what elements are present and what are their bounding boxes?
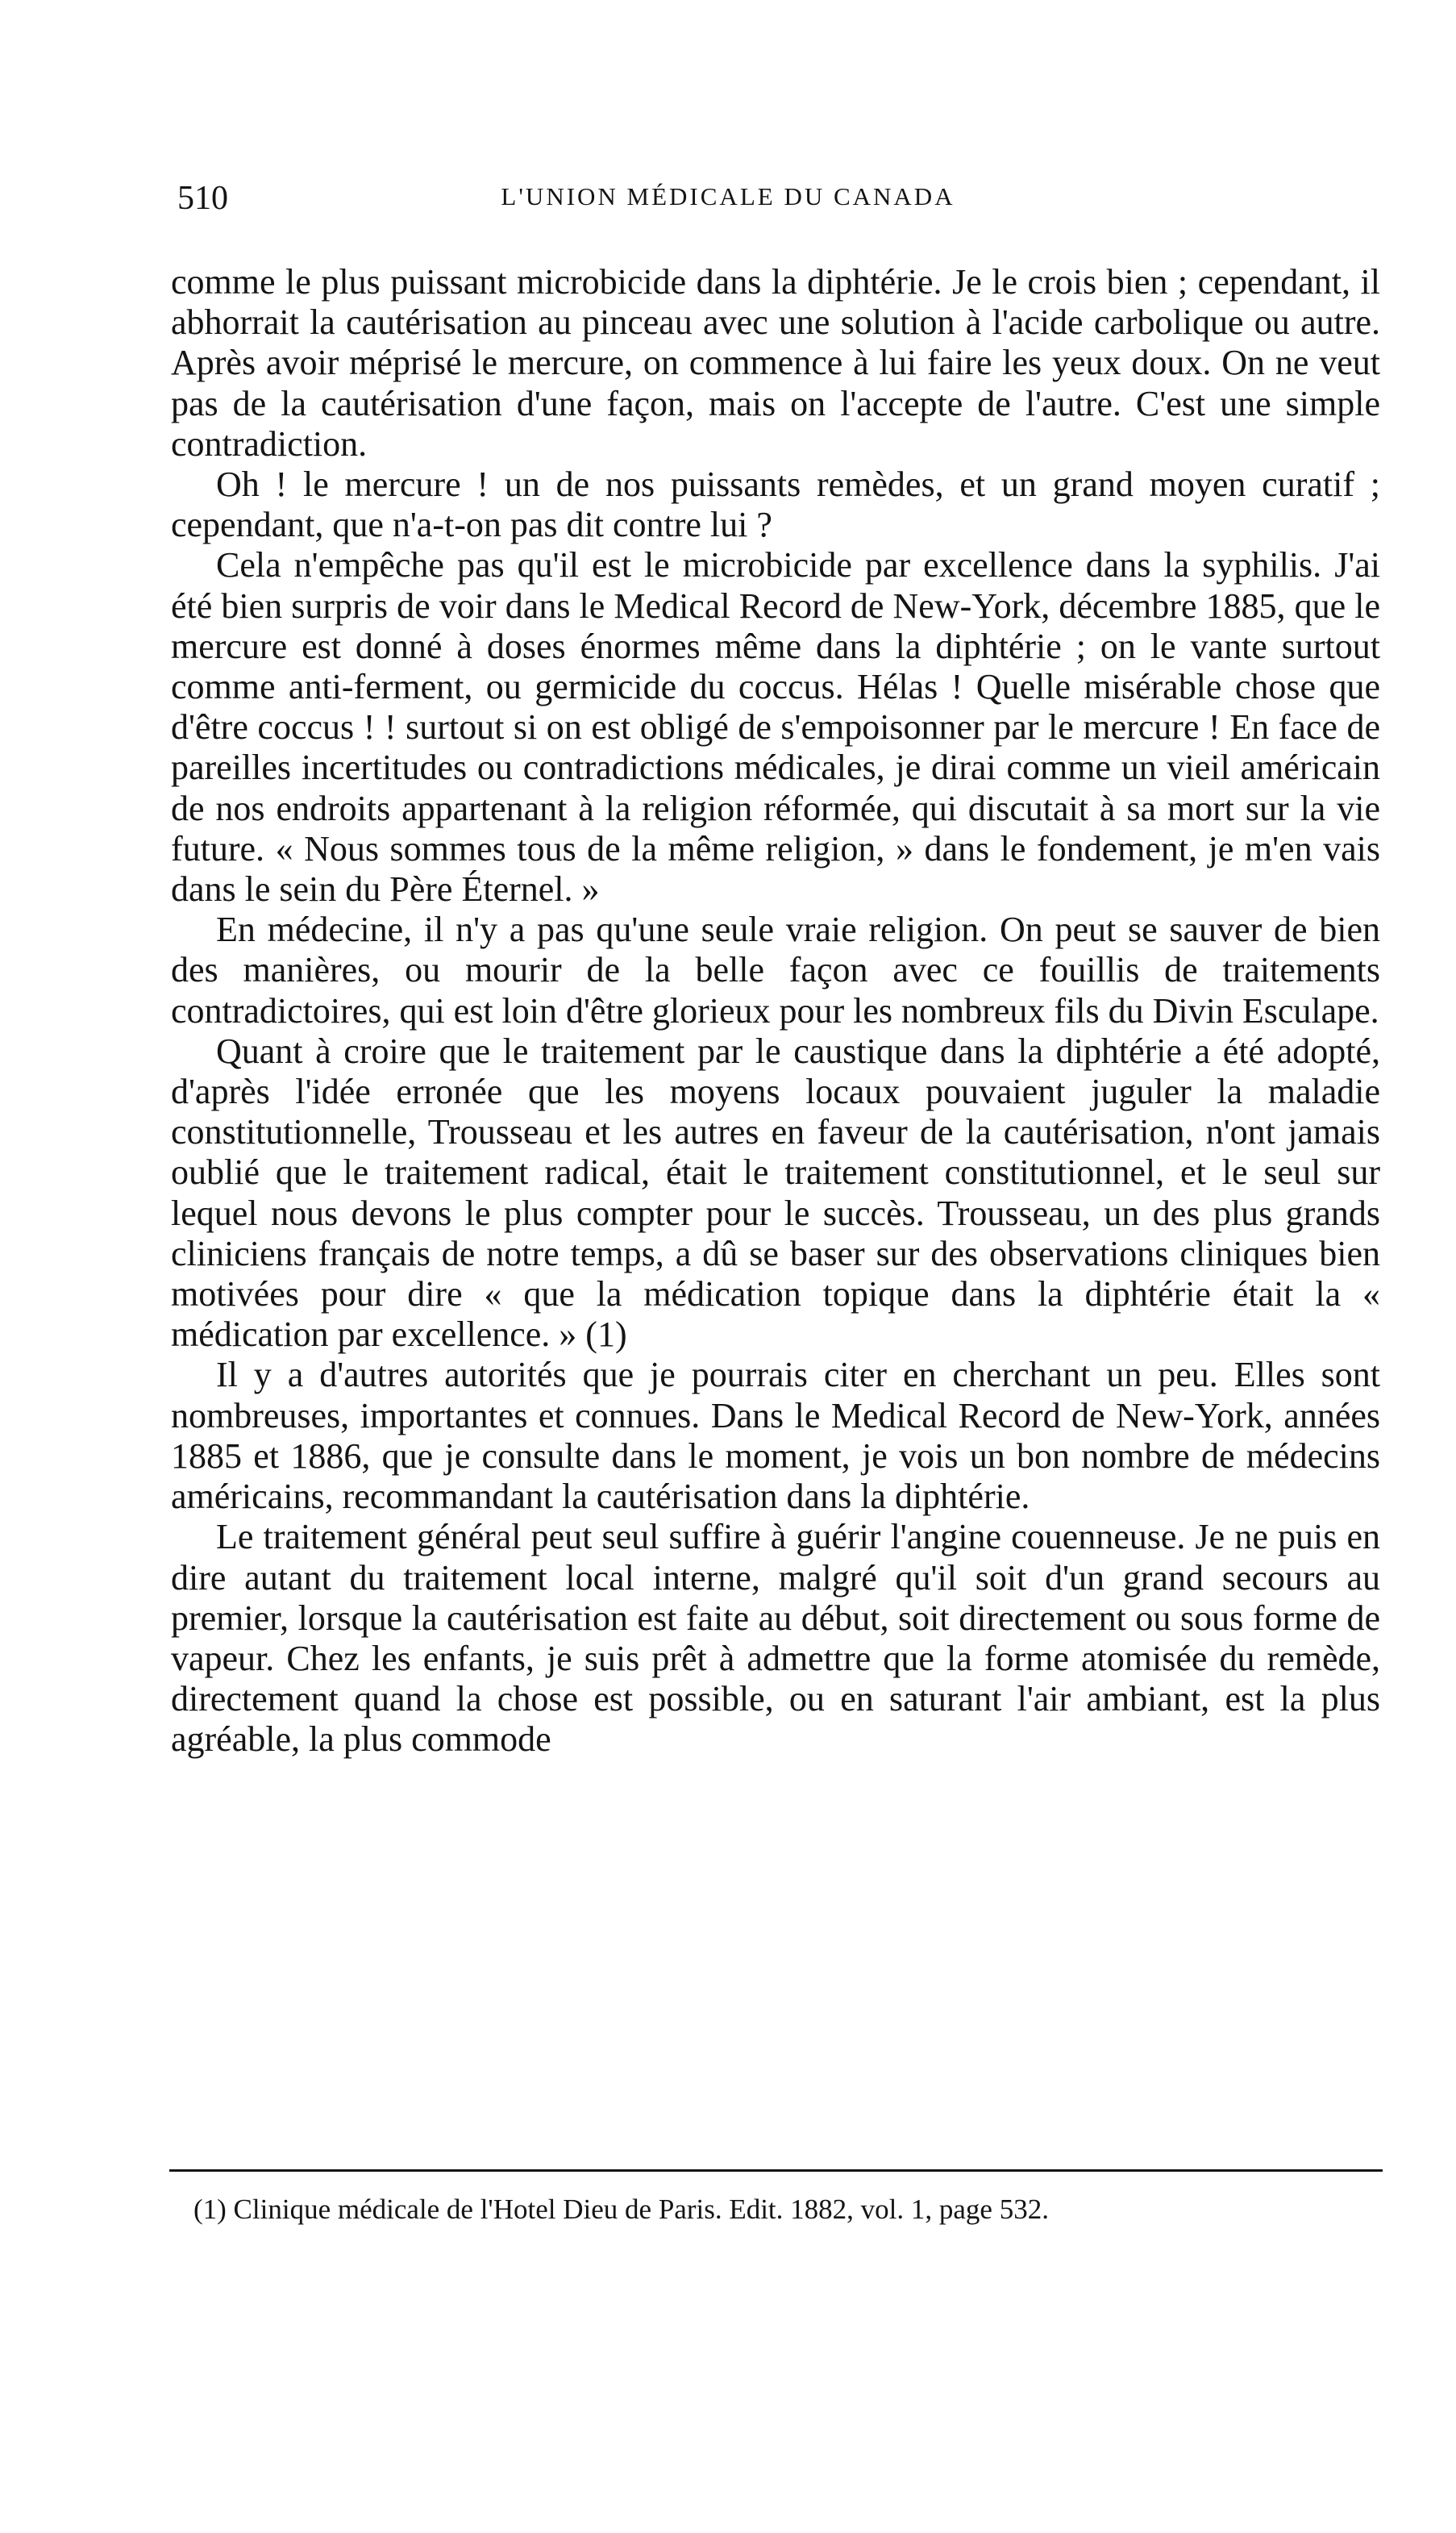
- page-number: 510: [177, 180, 228, 217]
- page-header: [177, 179, 1279, 227]
- paragraph: Cela n'empêche pas qu'il est le microbicide par excellence dans la syphilis. J'ai été bien surpris de voir dans le Medical Record de New-York, décembre 1885, que le mercure est donné à doses énormes même dans la diphtérie ; on le vante surtout comme anti-ferment, ou germicide du coccus. Hélas ! Quelle misérable chose que d'être coccus ! ! surtout si on est obligé de s'empoisonner par le mercure ! En face de pareilles incertitudes ou contradictions médicales, je dirai comme un vieil américain de nos endroits appartenant à la religion réformée, qui discutait à sa mort sur la vie future. « Nous sommes tous de la même religion, » dans le fondement, je m'en vais dans le sein du Père Éternel. »: [171, 545, 1380, 910]
- running-title: L'UNION MÉDICALE DU CANADA: [501, 182, 955, 210]
- paragraph: Le traitement général peut seul suffire à guérir l'angine couenneuse. Je ne puis en dire autant du traitement local interne, malgré qu'il soit d'un grand secours au premier, lorsque la cautérisation est faite au début, soit directement ou sous forme de vapeur. Chez les enfants, je suis prêt à admettre que la forme atomisée du remède, directement quand la chose est possible, ou en saturant l'air ambiant, est la plus agréable, la plus commode: [171, 1517, 1380, 1760]
- paragraph: Oh ! le mercure ! un de nos puissants remèdes, et un grand moyen curatif ; cependant, que n'a-t-on pas dit contre lui ?: [171, 465, 1380, 545]
- footnote-divider: [169, 2169, 1383, 2172]
- paragraph: Il y a d'autres autorités que je pourrais citer en cherchant un peu. Elles sont nombreuses, importantes et connues. Dans le Medical Record de New-York, années 1885 et 1886, que je consulte dans le moment, je vois un bon nombre de médecins américains, recommandant la cautérisation dans la diphtérie.: [171, 1355, 1380, 1517]
- paragraph: comme le plus puissant microbicide dans la diphtérie. Je le crois bien ; cependant, il abhorrait la cautérisation au pinceau avec une solution à l'acide carbolique ou autre. Après avoir méprisé le mercure, on commence à lui faire les yeux doux. On ne veut pas de la cautérisation d'une façon, mais on l'accepte de l'autre. C'est une simple contradiction.: [171, 262, 1380, 464]
- footnote: (1) Clinique médicale de l'Hotel Dieu de Paris. Edit. 1882, vol. 1, page 532.: [193, 2193, 1049, 2225]
- paragraph: Quant à croire que le traitement par le caustique dans la diphtérie a été adopté, d'après l'idée erronée que les moyens locaux pouvaient juguler la maladie constitutionnelle, Trousseau et les autres en faveur de la cautérisation, n'ont jamais oublié que le traitement radical, était le traitement constitutionnel, et le seul sur lequel nous devons le plus compter pour le succès. Trousseau, un des plus grands cliniciens français de notre temps, a dû se baser sur des observations cliniques bien motivées pour dire « que la médication topique dans la diphtérie était la « médication par excellence. » (1): [171, 1031, 1380, 1355]
- paragraph: En médecine, il n'y a pas qu'une seule vraie religion. On peut se sauver de bien des manières, ou mourir de la belle façon avec ce fouillis de traitements contradictoires, qui est loin d'être glorieux pour les nombreux fils du Divin Esculape.: [171, 910, 1380, 1031]
- body-text: [171, 262, 1380, 1760]
